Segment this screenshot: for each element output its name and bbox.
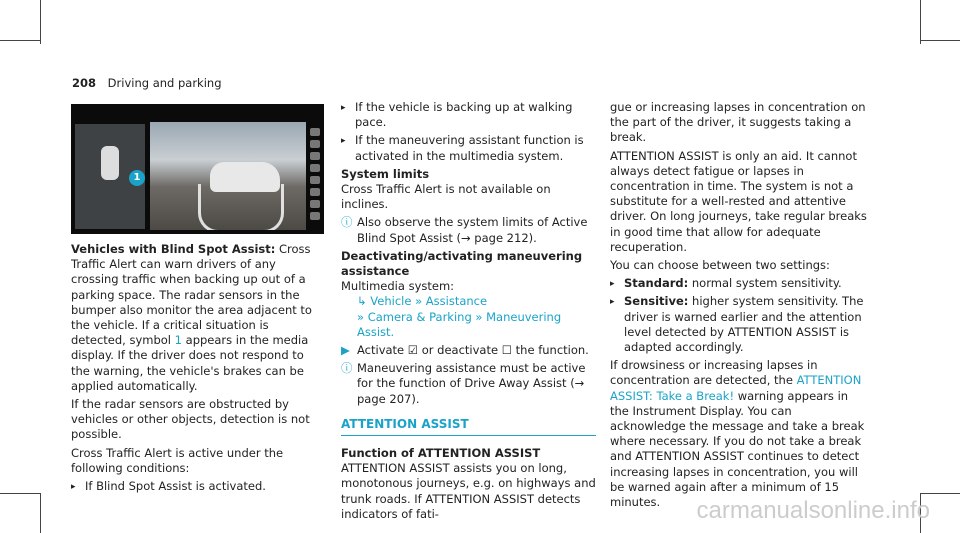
crop-mark	[920, 40, 960, 41]
crop-mark	[920, 0, 921, 44]
paragraph: Cross Traffic Alert is not available on inclines.	[341, 182, 551, 212]
list-item: ▸ If the vehicle is backing up at walking pace.	[341, 100, 596, 130]
callout-ref: 1	[174, 333, 182, 348]
arrow-icon: ▶	[341, 343, 350, 358]
paragraph: gue or increasing lapses in concentration on the part of the driver, it suggests taking a break.	[610, 100, 866, 145]
list-item: ▸ If Blind Spot Assist is activated.	[71, 479, 326, 494]
heading: System limits	[341, 166, 430, 181]
crop-mark	[40, 0, 41, 44]
crop-mark	[40, 493, 41, 533]
paragraph	[71, 242, 326, 394]
list-item: ▸ Sensitive: higher system sensitivity. The driver is warned earlier and the attention level detected by ATTENTION ASSIST is adapted accordingly.	[610, 294, 870, 355]
crop-mark	[0, 40, 40, 41]
section-heading: ATTENTION ASSIST	[341, 417, 596, 436]
list-item: ▸ If the maneuvering assistant function is activated in the multimedia system.	[341, 133, 596, 163]
action-step: ▶ Activate ☑ or deactivate ☐ the function.	[341, 343, 589, 358]
text: appears in the media display. If the driver does not respond to the warning, the vehicle's brakes can be applied automatically.	[71, 333, 309, 393]
message-text: ATTENTION ASSIST: Take a Break!	[610, 373, 862, 403]
paragraph: ATTENTION ASSIST is only an aid. It cannot always detect fatigue or lapses in concentration in time. The system is not a substitute for a well-rested and attentive driver. On long journeys, take regular breaks in good time that allow for adequate recuperation.	[610, 148, 867, 254]
paragraph: ATTENTION ASSIST assists you on long, monotonous journeys, e.g. on highways and trunk roads. If ATTENTION ASSIST detects indicators of fati-	[341, 461, 596, 521]
crop-mark	[0, 493, 40, 494]
heading: Deactivating/activating maneuvering assistance	[341, 248, 583, 279]
column-3	[610, 100, 870, 513]
paragraph: If drowsiness or increasing lapses in concentration are detected, the ATTENTION ASSIST: Take a Break! warning appears in the Instrument Display. You can acknowledge the message and take a break where necessary. If you do not take a break and ATTENTION ASSIST continues to detect increasing lapses in concentration, you will be warned again after a minimum of 15 minutes.	[610, 358, 865, 510]
paragraph: Multimedia system:	[341, 279, 455, 294]
menu-path: » Camera & Parking » Maneuvering Assist.	[357, 309, 562, 339]
list-item: ▸ Standard: normal system sensitivity.	[610, 276, 870, 291]
column-1	[71, 242, 326, 497]
menu-path: ↳ Vehicle » Assistance	[357, 294, 488, 309]
paragraph: If the radar sensors are obstructed by vehicles or other objects, detection is not possible.	[71, 397, 310, 442]
camera-sidebar	[309, 124, 321, 229]
camera-figure	[71, 104, 324, 234]
paragraph: Cross Traffic Alert is active under the following conditions:	[71, 445, 284, 475]
parking-guide-lines	[198, 184, 284, 230]
section-title: Driving and parking	[107, 76, 222, 90]
vehicle-top-view	[101, 146, 119, 180]
info-icon: ⓘ	[341, 361, 353, 376]
text: Cross Traffic Alert can warn drivers of any crossing traffic when backing up out of a parking space. The radar sensors in the bumper also monitor the area adjacent to the vehicle. If a critical situation is detected, symbol	[71, 242, 312, 348]
heading: Function of ATTENTION ASSIST	[341, 446, 541, 461]
column-2	[341, 100, 596, 525]
watermark: carmanualsonline.info	[696, 497, 930, 524]
info-note: ⓘ Maneuvering assistance must be active for the function of Drive Away Assist (→ page 207).	[341, 361, 586, 406]
info-icon: ⓘ	[341, 215, 353, 230]
crop-mark	[920, 493, 960, 494]
heading: Vehicles with Blind Spot Assist:	[71, 242, 276, 256]
page-header	[72, 76, 222, 90]
camera-view-pane	[150, 122, 306, 230]
page-number: 208	[72, 76, 97, 90]
callout-marker: 1	[129, 170, 145, 186]
info-note: ⓘ Also observe the system limits of Active Blind Spot Assist (→ page 212).	[341, 215, 588, 245]
paragraph: You can choose between two settings:	[610, 258, 830, 273]
